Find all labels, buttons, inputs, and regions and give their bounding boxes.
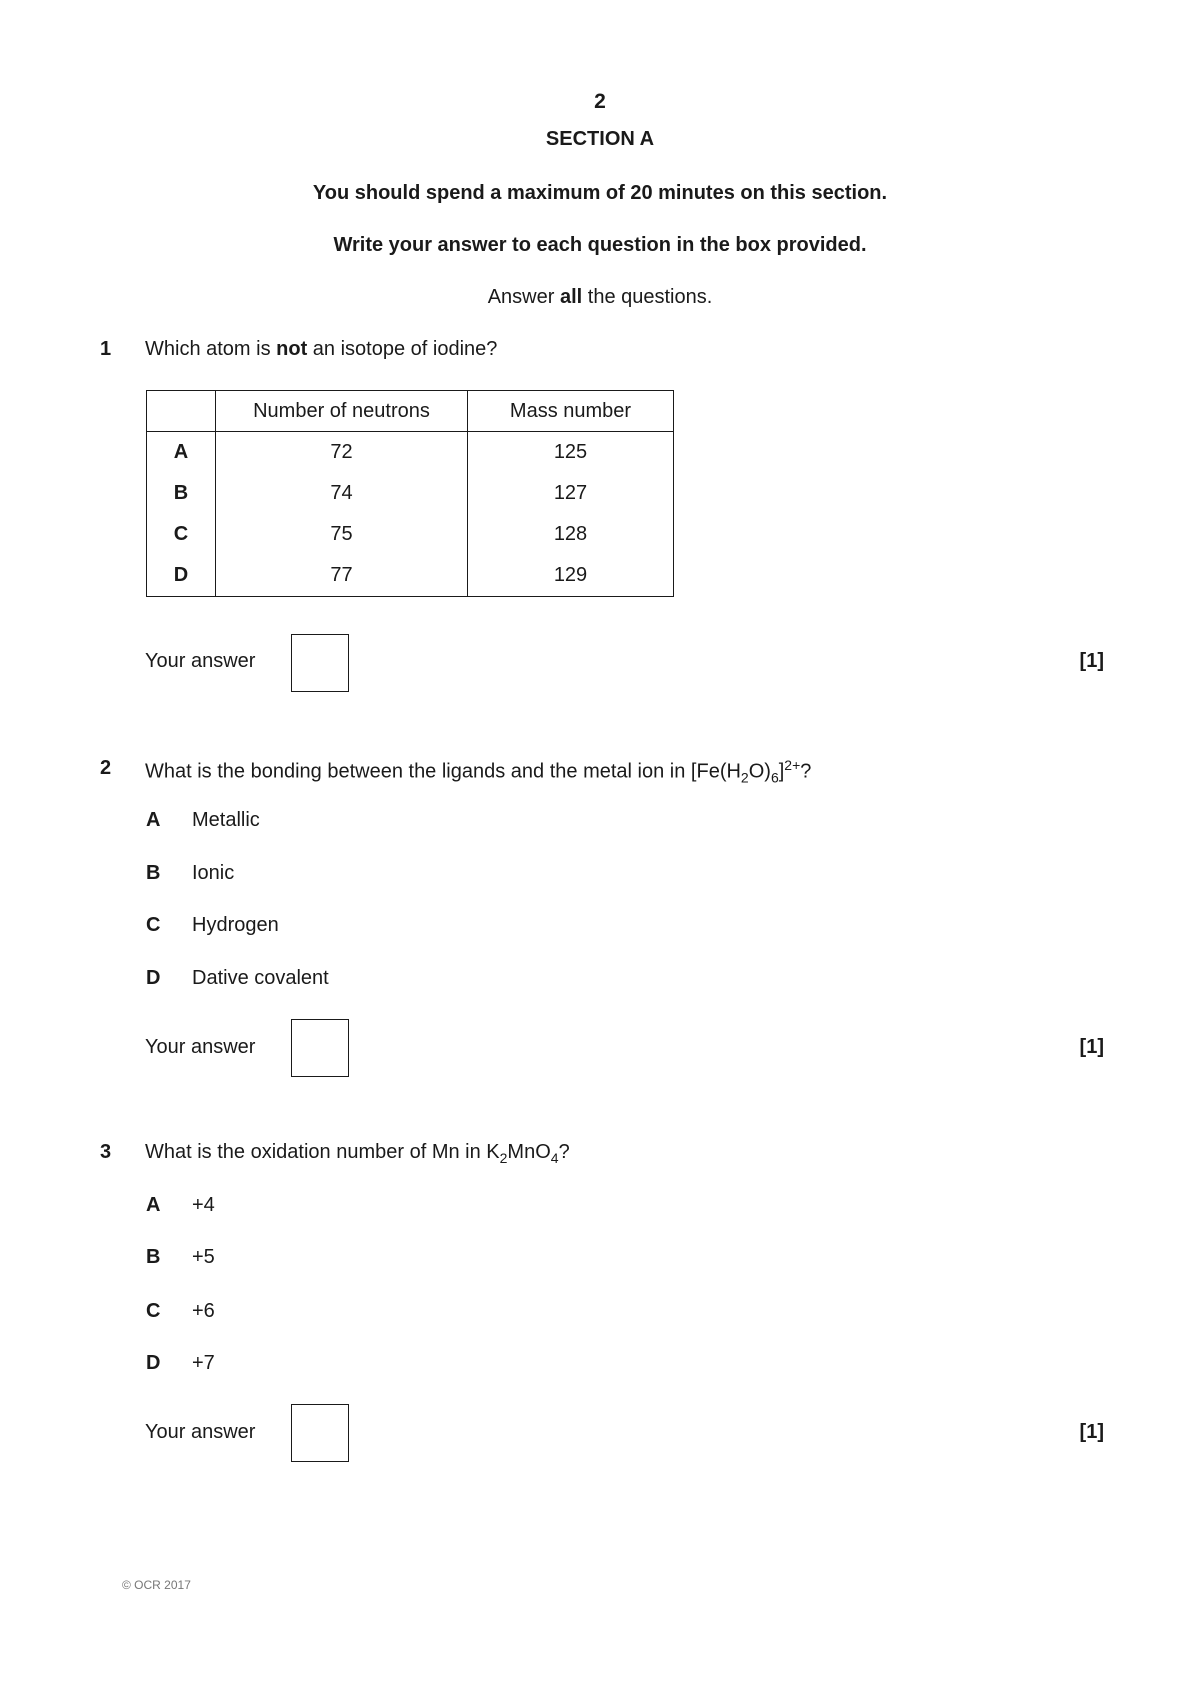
option-text: +4 — [192, 1194, 215, 1216]
option-letter: B — [146, 1246, 161, 1268]
page-number: 2 — [594, 90, 606, 113]
copyright-footer: © OCR 2017 — [122, 1578, 191, 1592]
question-text: What is the bonding between the ligands and the metal ion in [Fe(H — [145, 760, 741, 783]
table-row — [147, 432, 674, 474]
question-2-marks: [1] — [1079, 1036, 1104, 1058]
question-2-text — [145, 757, 811, 786]
question-text: ? — [800, 760, 812, 783]
neutrons-cell: 72 — [216, 432, 468, 474]
question-text: Which atom is — [145, 338, 277, 360]
subscript: 2 — [740, 769, 749, 786]
question-1-answer-box[interactable] — [291, 634, 349, 692]
row-label: A — [147, 432, 216, 474]
question-text: What is the oxidation number of Mn in K — [145, 1141, 500, 1163]
mass-cell: 128 — [468, 514, 674, 555]
question-text: O) — [748, 760, 771, 783]
table-row — [147, 473, 674, 514]
isotope-table — [146, 390, 674, 597]
question-text: ] — [778, 760, 785, 783]
question-1-text — [145, 338, 497, 361]
question-2-answer-label: Your answer — [145, 1036, 256, 1058]
option-text: +7 — [192, 1352, 215, 1374]
subscript: 6 — [770, 769, 779, 786]
question-3-text — [145, 1141, 570, 1166]
section-title: SECTION A — [545, 128, 655, 150]
subscript: 4 — [550, 1150, 559, 1166]
superscript: 2+ — [784, 757, 801, 773]
option-letter: D — [146, 1352, 161, 1374]
table-header-neutrons: Number of neutrons — [216, 391, 468, 432]
question-emphasis: not — [276, 338, 308, 360]
option-text: +5 — [192, 1246, 215, 1268]
option-text: Ionic — [192, 862, 235, 884]
option-letter: C — [146, 1300, 161, 1322]
question-text: ? — [558, 1141, 570, 1163]
option-text: Hydrogen — [192, 914, 279, 936]
question-1-number: 1 — [100, 338, 112, 360]
question-text: an isotope of iodine? — [307, 338, 498, 360]
option-letter: D — [146, 967, 161, 989]
option-letter: A — [146, 809, 161, 831]
neutrons-cell: 77 — [216, 555, 468, 597]
table-row — [147, 555, 674, 597]
option-text: +6 — [192, 1300, 215, 1322]
neutrons-cell: 75 — [216, 514, 468, 555]
table-header-row — [147, 391, 674, 432]
instruction-text: the questions. — [582, 286, 713, 308]
time-instruction: You should spend a maximum of 20 minutes on this section. — [312, 182, 888, 204]
instruction-text: Answer — [487, 286, 560, 308]
question-3-answer-box[interactable] — [291, 1404, 349, 1462]
mass-cell: 129 — [468, 555, 674, 597]
option-text: Dative covalent — [192, 967, 329, 989]
question-text: MnO — [507, 1141, 551, 1163]
question-3-number: 3 — [100, 1141, 112, 1163]
row-label: C — [147, 514, 216, 555]
question-1-answer-label: Your answer — [145, 650, 256, 672]
neutrons-cell: 74 — [216, 473, 468, 514]
table-row — [147, 514, 674, 555]
answer-all-instruction — [0, 286, 1200, 309]
row-label: B — [147, 473, 216, 514]
question-2-number: 2 — [100, 757, 112, 779]
mass-cell: 125 — [468, 432, 674, 474]
option-letter: C — [146, 914, 161, 936]
option-text: Metallic — [192, 809, 260, 831]
mass-cell: 127 — [468, 473, 674, 514]
instruction-emphasis: all — [559, 286, 583, 308]
question-3-marks: [1] — [1079, 1421, 1104, 1443]
question-3-answer-label: Your answer — [145, 1421, 256, 1443]
question-1-marks: [1] — [1079, 650, 1104, 672]
table-header-mass: Mass number — [468, 391, 674, 432]
option-letter: B — [146, 862, 161, 884]
answer-box-instruction: Write your answer to each question in the box provided. — [333, 234, 867, 256]
subscript: 2 — [499, 1150, 508, 1166]
table-header-blank — [147, 391, 216, 432]
row-label: D — [147, 555, 216, 597]
option-letter: A — [146, 1194, 161, 1216]
question-2-answer-box[interactable] — [291, 1019, 349, 1077]
